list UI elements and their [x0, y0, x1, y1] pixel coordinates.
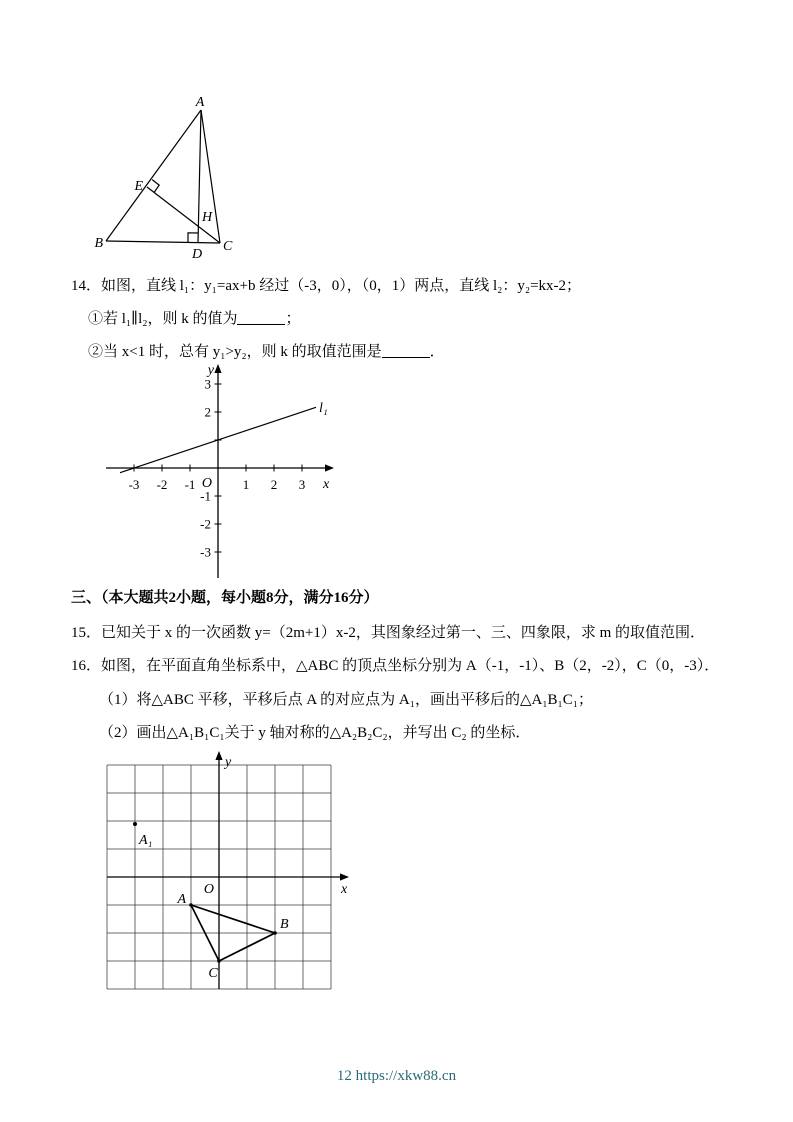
- question-16-text: 16．如图，在平面直角坐标系中，△ABC 的顶点坐标分别为 A（-1，-1）、B（2，-2），C（0，-3）．: [71, 658, 720, 674]
- grid-y-axis-arrow-icon: [215, 751, 222, 760]
- right-angle-mark-D: [188, 233, 198, 243]
- grid-vertex-label-C: C: [208, 966, 218, 981]
- answer-blank-k-range: [382, 343, 430, 358]
- grid-vertex-label-A: A: [177, 892, 186, 907]
- q14-part1-text: ①若 l₁∥l₂，则 k 的值为: [88, 311, 238, 327]
- q14-part2-punct: ．: [429, 344, 445, 360]
- svg-text:-2: -2: [200, 516, 211, 532]
- grid-x-label: x: [341, 882, 348, 897]
- grid-y-label: y: [225, 755, 232, 770]
- point-label-H: H: [202, 210, 213, 225]
- grid-x-axis-arrow-icon: [340, 873, 349, 880]
- origin-label: O: [201, 476, 212, 491]
- vertex-label-B: B: [94, 236, 103, 251]
- svg-text:1: 1: [242, 477, 250, 492]
- altitude-AD: [198, 110, 201, 243]
- question-14-text: 14．如图，直线 l₁：y₁=ax+b 经过（-3，0），（0，1）两点，直线 l₂：y₂=kx-2；: [71, 278, 582, 294]
- point-label-E: E: [134, 179, 143, 194]
- graph-axes: [106, 364, 334, 578]
- figure-orthocenter-triangle: [85, 92, 255, 264]
- svg-text:2: 2: [204, 404, 211, 420]
- question-16-part2: （2）画出△A₁B₁C₁关于 y 轴对称的△A₂B₂C₂，并写出 C₂ 的坐标．: [99, 725, 531, 741]
- svg-text:-2: -2: [156, 477, 168, 492]
- y-axis-arrow-icon: [214, 364, 221, 373]
- grid-vertex-label-B: B: [280, 917, 289, 932]
- question-16-part1: （1）将△ABC 平移，平移后点 A 的对应点为 A₁，画出平移后的△A₁B₁C₁；: [99, 692, 594, 708]
- svg-text:3: 3: [204, 376, 211, 392]
- vertex-label-C: C: [223, 239, 233, 254]
- grid-origin-label: O: [203, 882, 214, 897]
- figure-grid-translation: [95, 744, 367, 1006]
- point-label-D: D: [191, 247, 203, 262]
- q14-part1-punct: ；: [285, 311, 301, 327]
- question-15-text: 15．已知关于 x 的一次函数 y=（2m+1）x-2，其图象经过第一、三、四象限，求 m 的取值范围．: [71, 625, 706, 641]
- right-angle-mark-E: [152, 180, 159, 193]
- side-AB: [106, 110, 201, 241]
- svg-text:-1: -1: [200, 488, 211, 504]
- svg-text:-3: -3: [200, 544, 211, 560]
- svg-text:2: 2: [270, 477, 278, 492]
- svg-text:-1: -1: [184, 477, 196, 492]
- q14-part2-text: ②当 x<1 时，总有 y₁>y₂，则 k 的取值范围是: [88, 344, 382, 360]
- figure-line-graph: [95, 358, 345, 588]
- point-label-A1: A₁: [139, 833, 153, 848]
- svg-text:-3: -3: [128, 477, 140, 492]
- answer-blank-k-value: [237, 310, 285, 325]
- grid-axes: [107, 751, 349, 989]
- y-axis-label: y: [207, 363, 214, 378]
- x-axis-arrow-icon: [325, 464, 334, 471]
- svg-text:3: 3: [298, 477, 306, 492]
- x-axis-label: x: [323, 477, 330, 492]
- section-3-heading: 三、（本大题共2小题，每小题8分，满分16分）: [71, 590, 379, 606]
- line-l1-label: l₁: [319, 401, 328, 416]
- question-14-part1: [88, 310, 301, 329]
- vertex-label-A: A: [195, 95, 205, 110]
- side-BC: [106, 241, 220, 243]
- footer: 12 https://xkw88.cn: [336, 1068, 457, 1084]
